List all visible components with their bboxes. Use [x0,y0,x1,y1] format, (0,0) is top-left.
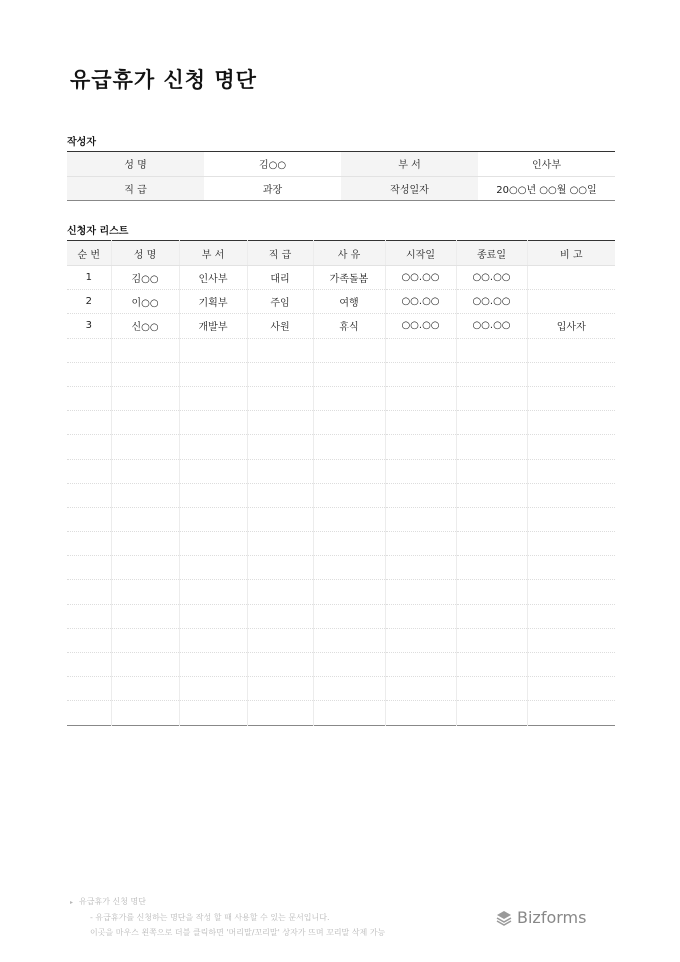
table-cell [179,338,247,362]
table-cell [247,604,313,628]
table-cell [67,677,111,701]
table-cell: 기획부 [179,290,247,314]
author-field-value: 김○○ [204,152,341,177]
table-cell [456,604,527,628]
table-cell [67,653,111,677]
author-field-label: 작성일자 [341,176,478,201]
table-cell [527,435,615,459]
table-cell [247,386,313,410]
table-cell [385,532,456,556]
table-cell [456,556,527,580]
table-cell [527,459,615,483]
table-cell: ○○.○○ [456,266,527,290]
table-cell [313,362,385,386]
table-cell [67,604,111,628]
table-cell [67,483,111,507]
table-row [67,507,615,531]
table-cell [179,580,247,604]
table-cell [67,580,111,604]
author-row [67,152,615,177]
table-cell [527,556,615,580]
list-section-label: 신청자 리스트 [67,226,129,237]
table-cell [111,532,179,556]
author-field-label: 성 명 [67,152,204,177]
table-cell [527,677,615,701]
table-cell [247,677,313,701]
table-cell: ○○.○○ [385,290,456,314]
author-field-value: 20○○년 ○○월 ○○일 [496,184,597,196]
author-field-label: 부 서 [341,152,478,177]
table-row [67,556,615,580]
table-row [67,653,615,677]
table-cell [179,628,247,652]
table-cell [527,701,615,725]
table-cell [179,483,247,507]
table-cell [111,677,179,701]
table-cell [247,483,313,507]
table-row [67,701,615,725]
table-row [67,338,615,362]
table-cell [527,411,615,435]
table-row [67,628,615,652]
table-cell [527,290,615,314]
table-row [67,386,615,410]
table-cell [111,653,179,677]
table-cell [111,507,179,531]
table-cell [385,507,456,531]
table-cell [385,580,456,604]
table-cell: 사원 [247,314,313,338]
column-header: 시작일 [385,241,456,266]
table-cell [247,556,313,580]
table-cell [527,532,615,556]
table-cell [385,386,456,410]
table-row [67,459,615,483]
table-cell [179,411,247,435]
table-cell [385,459,456,483]
table-cell [385,362,456,386]
table-cell [111,411,179,435]
table-cell [179,653,247,677]
table-cell [456,532,527,556]
table-cell [179,677,247,701]
table-cell [313,653,385,677]
table-cell [111,580,179,604]
table-cell [456,411,527,435]
author-table [67,151,615,201]
table-cell: ○○.○○ [385,266,456,290]
table-cell [456,386,527,410]
table-cell [111,386,179,410]
table-cell [247,459,313,483]
table-cell: 인사부 [179,266,247,290]
table-cell [456,338,527,362]
table-cell: 김○○ [111,266,179,290]
table-cell: 휴식 [313,314,385,338]
footer-note [70,894,385,940]
table-cell [456,507,527,531]
table-row [67,266,615,290]
table-cell [67,507,111,531]
table-cell: 여행 [313,290,385,314]
table-cell [385,604,456,628]
table-cell [313,701,385,725]
table-cell [527,604,615,628]
table-cell [456,483,527,507]
table-cell [313,338,385,362]
table-cell [527,507,615,531]
table-cell [67,701,111,725]
table-cell [67,435,111,459]
table-cell [179,532,247,556]
column-header: 종료일 [456,241,527,266]
table-cell [111,556,179,580]
table-row [67,435,615,459]
table-cell [456,701,527,725]
table-cell [67,628,111,652]
table-cell [313,435,385,459]
author-row [67,176,615,201]
table-cell: 개발부 [179,314,247,338]
table-cell [111,435,179,459]
table-cell [179,556,247,580]
table-cell [456,580,527,604]
table-cell [385,483,456,507]
table-cell [385,677,456,701]
table-row [67,604,615,628]
table-cell [111,362,179,386]
table-cell: 1 [67,266,111,290]
author-field-value: 인사부 [478,152,615,177]
logo-text: Bizforms [517,908,587,927]
table-cell [456,459,527,483]
table-cell [179,701,247,725]
table-cell [179,362,247,386]
table-cell [456,435,527,459]
footer-line3: 이곳을 마우스 왼쪽으로 더블 클릭하면 '머리말/꼬리말' 상자가 뜨며 꼬리말 삭제 가능 [90,928,386,937]
table-cell: 대리 [247,266,313,290]
table-cell [456,628,527,652]
table-cell [385,628,456,652]
table-cell: 신○○ [111,314,179,338]
table-cell [313,604,385,628]
table-cell [67,386,111,410]
table-cell: 입사자 [527,314,615,338]
table-cell [179,435,247,459]
table-cell [67,362,111,386]
document-title: 유급휴가 신청 명단 [70,68,257,92]
footer-line1: 유급휴가 신청 명단 [79,897,146,906]
table-cell [313,580,385,604]
table-cell [456,362,527,386]
table-row [67,314,615,338]
table-cell [385,435,456,459]
table-row [67,411,615,435]
table-cell [111,459,179,483]
bizforms-logo [495,908,586,927]
author-field-value: 과장 [262,184,283,196]
table-cell [385,653,456,677]
table-cell [527,628,615,652]
table-cell [67,532,111,556]
table-cell: 이○○ [111,290,179,314]
table-cell [313,459,385,483]
table-cell [67,556,111,580]
table-cell [179,459,247,483]
table-cell: ○○.○○ [456,314,527,338]
table-cell [247,338,313,362]
table-cell [179,604,247,628]
table-row [67,532,615,556]
column-header: 직 급 [247,241,313,266]
table-cell [111,628,179,652]
table-cell [527,266,615,290]
table-cell [456,677,527,701]
bullet-icon: ▸ [70,899,74,906]
table-cell [111,604,179,628]
table-cell [527,653,615,677]
table-cell [247,362,313,386]
table-cell: ○○.○○ [456,290,527,314]
table-row [67,290,615,314]
table-cell: ○○.○○ [385,314,456,338]
table-cell [527,580,615,604]
table-cell [111,338,179,362]
table-cell [111,701,179,725]
column-header: 사 유 [313,241,385,266]
table-cell [385,556,456,580]
table-cell [179,507,247,531]
table-cell [313,507,385,531]
table-cell: 주임 [247,290,313,314]
table-cell [313,483,385,507]
table-cell [527,338,615,362]
column-header: 성 명 [111,241,179,266]
table-cell [179,386,247,410]
table-cell [67,459,111,483]
table-cell [247,628,313,652]
table-cell [313,556,385,580]
table-cell [247,532,313,556]
table-cell [527,386,615,410]
table-cell: 가족돌봄 [313,266,385,290]
table-cell [385,411,456,435]
table-cell [527,483,615,507]
author-field-label: 직 급 [67,176,204,201]
table-cell: 3 [67,314,111,338]
table-row [67,483,615,507]
layers-icon [495,909,513,927]
table-cell [247,701,313,725]
footer-line2: - 유급휴가를 신청하는 명단을 작성 할 때 사용할 수 있는 문서입니다. [90,913,330,922]
table-cell [313,677,385,701]
table-cell [385,338,456,362]
table-cell [67,338,111,362]
table-cell [247,435,313,459]
table-cell [313,411,385,435]
table-cell [247,580,313,604]
table-cell [247,411,313,435]
table-cell [67,411,111,435]
column-header: 부 서 [179,241,247,266]
column-header: 비 고 [527,241,615,266]
applicant-list-table [67,240,615,726]
table-cell [527,362,615,386]
table-cell: 2 [67,290,111,314]
table-cell [111,483,179,507]
table-cell [456,653,527,677]
table-cell [313,532,385,556]
table-cell [313,386,385,410]
table-cell [385,701,456,725]
table-row [67,362,615,386]
table-row [67,580,615,604]
column-header: 순 번 [67,241,111,266]
author-section-label: 작성자 [67,137,96,148]
table-cell [247,653,313,677]
table-cell [247,507,313,531]
table-cell [313,628,385,652]
table-row [67,677,615,701]
